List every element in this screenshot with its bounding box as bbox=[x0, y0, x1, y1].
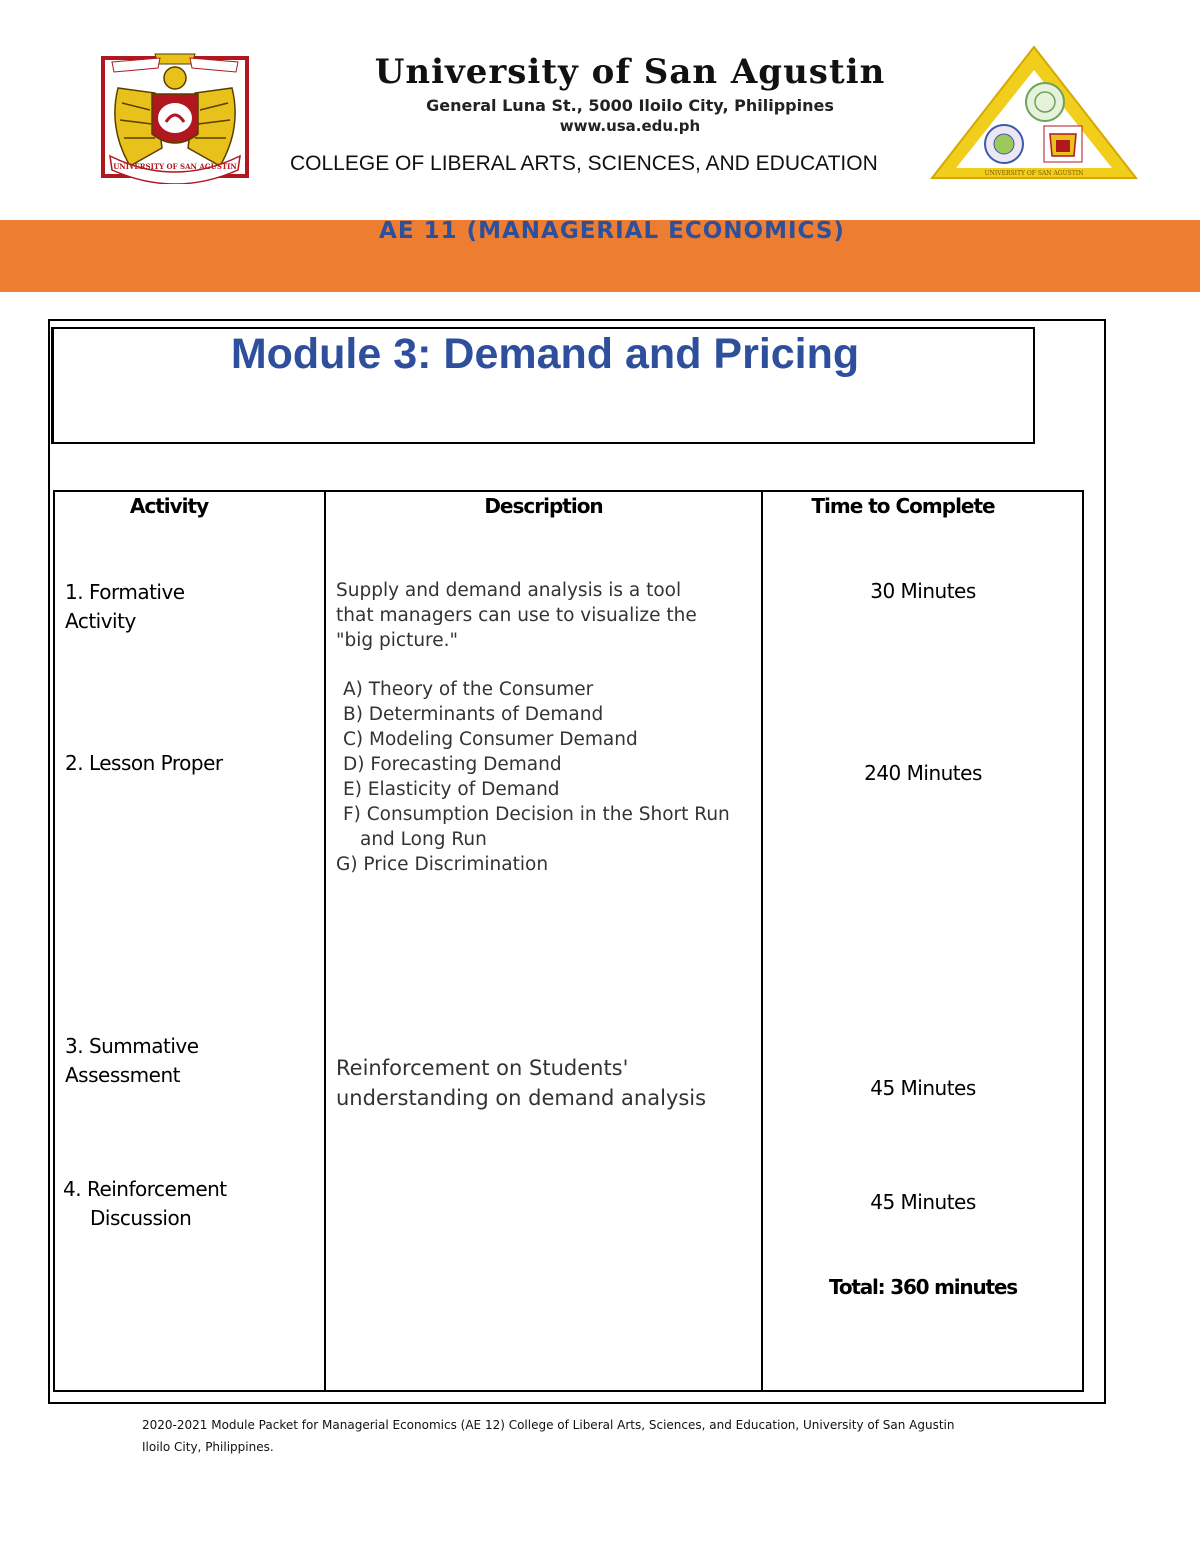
header-time: Time to Complete bbox=[811, 494, 995, 518]
header-activity: Activity bbox=[129, 494, 209, 518]
course-title: AE 11 (MANAGERIAL ECONOMICS) bbox=[379, 218, 845, 244]
seal-bottom-banner-text: UNIVERSITY OF SAN AGUSTIN bbox=[113, 162, 237, 171]
lesson-item: F) Consumption Decision in the Short Run bbox=[343, 804, 730, 825]
college-triangle-logo bbox=[928, 44, 1140, 182]
lesson-item: G) Price Discrimination bbox=[336, 854, 549, 875]
university-seal-logo bbox=[100, 48, 250, 184]
time-lesson-proper: 240 Minutes bbox=[864, 761, 982, 785]
university-name: University of San Agustin bbox=[374, 52, 886, 92]
table-divider-2 bbox=[761, 491, 763, 1391]
time-reinforcement: 45 Minutes bbox=[870, 1190, 976, 1214]
footer-line-1: 2020-2021 Module Packet for Managerial Economics (AE 12) College of Liberal Arts, Sciences, and Education, University of San Agustin bbox=[142, 1418, 955, 1432]
lesson-item: C) Modeling Consumer Demand bbox=[343, 729, 638, 750]
time-total: Total: 360 minutes bbox=[829, 1275, 1017, 1299]
activity-formative: 1. Formative Activity bbox=[65, 580, 185, 633]
header-description: Description bbox=[484, 494, 603, 518]
time-formative: 30 Minutes bbox=[870, 579, 976, 603]
description-formative: Supply and demand analysis is a tool that managers can use to visualize the "big picture." bbox=[336, 580, 697, 651]
lesson-item: A) Theory of the Consumer bbox=[343, 679, 594, 700]
description-lesson-list bbox=[336, 677, 756, 877]
university-website[interactable]: www.usa.edu.ph bbox=[559, 117, 701, 135]
module-title: Module 3: Demand and Pricing bbox=[230, 330, 860, 378]
lesson-item: E) Elasticity of Demand bbox=[343, 779, 560, 800]
lesson-item: and Long Run bbox=[360, 829, 487, 850]
lesson-item: D) Forecasting Demand bbox=[343, 754, 562, 775]
table-divider-1 bbox=[324, 491, 326, 1391]
description-summative: Reinforcement on Students' understanding on demand analysis bbox=[336, 1056, 707, 1110]
time-summative: 45 Minutes bbox=[870, 1076, 976, 1100]
college-logo-bottom-text: UNIVERSITY OF SAN AGUSTIN bbox=[984, 170, 1084, 177]
college-name: COLLEGE OF LIBERAL ARTS, SCIENCES, AND EDUCATION bbox=[290, 152, 878, 175]
university-address: General Luna St., 5000 Iloilo City, Philippines bbox=[426, 96, 834, 115]
activity-reinforcement: 4. Reinforcement Discussion bbox=[63, 1177, 227, 1230]
activity-summative: 3. Summative Assessment bbox=[65, 1034, 199, 1087]
footer-line-2: Iloilo City, Philippines. bbox=[142, 1440, 274, 1454]
activity-lesson-proper: 2. Lesson Proper bbox=[65, 751, 223, 775]
lesson-item: B) Determinants of Demand bbox=[343, 704, 604, 725]
